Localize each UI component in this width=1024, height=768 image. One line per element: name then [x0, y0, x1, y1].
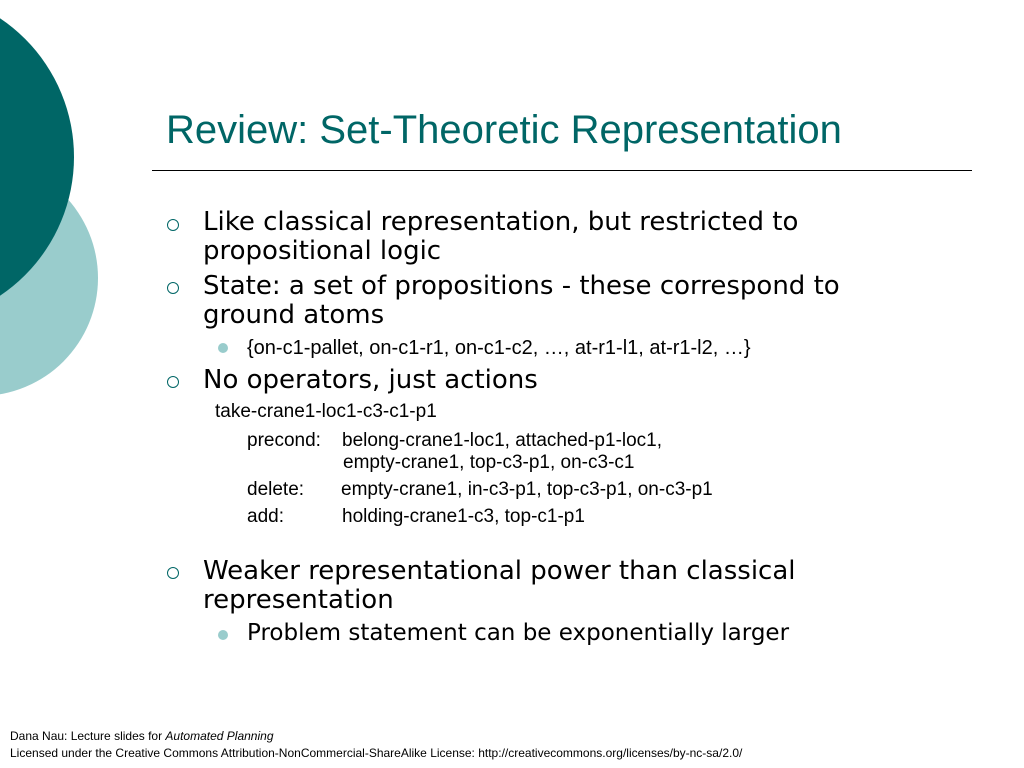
bullet-2-sub-1: {on-c1-pallet, on-c1-r1, on-c1-c2, …, at-r1-l1, at-r1-l2, …}	[247, 337, 751, 359]
bullet-4-line-1: Weaker representational power than classical	[203, 556, 796, 586]
bullet-2-line-1: State: a set of propositions - these correspond to	[203, 271, 840, 301]
footer-book-title: Automated Planning	[165, 729, 274, 743]
bullet-2-line-2: ground atoms	[203, 300, 385, 330]
delete-value: empty-crane1, in-c3-p1, top-c3-p1, on-c3-p1	[341, 479, 713, 500]
precond-line-1: belong-crane1-loc1, attached-p1-loc1,	[342, 430, 663, 451]
hollow-circle-bullet-icon	[167, 282, 179, 294]
bullet-4-text	[203, 557, 973, 615]
footer-license: Licensed under the Creative Commons Attribution-NonCommercial-ShareAlike License: http://creativecommons.org/licenses/by-nc-sa/2.0/	[10, 746, 743, 760]
bullet-4-line-2: representation	[203, 585, 394, 615]
action-name: take-crane1-loc1-c3-c1-p1	[215, 401, 437, 422]
slide-title: Review: Set-Theoretic Representation	[166, 108, 842, 152]
bullet-3-text	[203, 366, 973, 395]
hollow-circle-bullet-icon	[167, 376, 179, 388]
bullet-3-line-1: No operators, just actions	[203, 365, 538, 395]
add-value: holding-crane1-c3, top-c1-p1	[342, 506, 585, 527]
bullet-1-line-2: propositional logic	[203, 236, 442, 266]
precond-label: precond:	[247, 430, 321, 451]
precond-line-2: empty-crane1, top-c3-p1, on-c3-c1	[343, 452, 635, 473]
hollow-circle-bullet-icon	[167, 219, 179, 231]
bullet-1-line-1: Like classical representation, but restricted to	[203, 207, 799, 237]
delete-label: delete:	[247, 479, 305, 500]
filled-dot-bullet-icon	[218, 343, 228, 353]
bullet-1-text	[203, 208, 973, 266]
bullet-4-sub-1: Problem statement can be exponentially larger	[247, 620, 790, 646]
footer-credit	[10, 729, 274, 744]
add-label: add:	[247, 506, 284, 527]
footer-credit-prefix: Dana Nau: Lecture slides for	[10, 729, 166, 743]
bullet-2-text	[203, 272, 973, 330]
title-divider	[152, 170, 972, 171]
hollow-circle-bullet-icon	[167, 567, 179, 579]
filled-dot-bullet-icon	[218, 630, 228, 640]
